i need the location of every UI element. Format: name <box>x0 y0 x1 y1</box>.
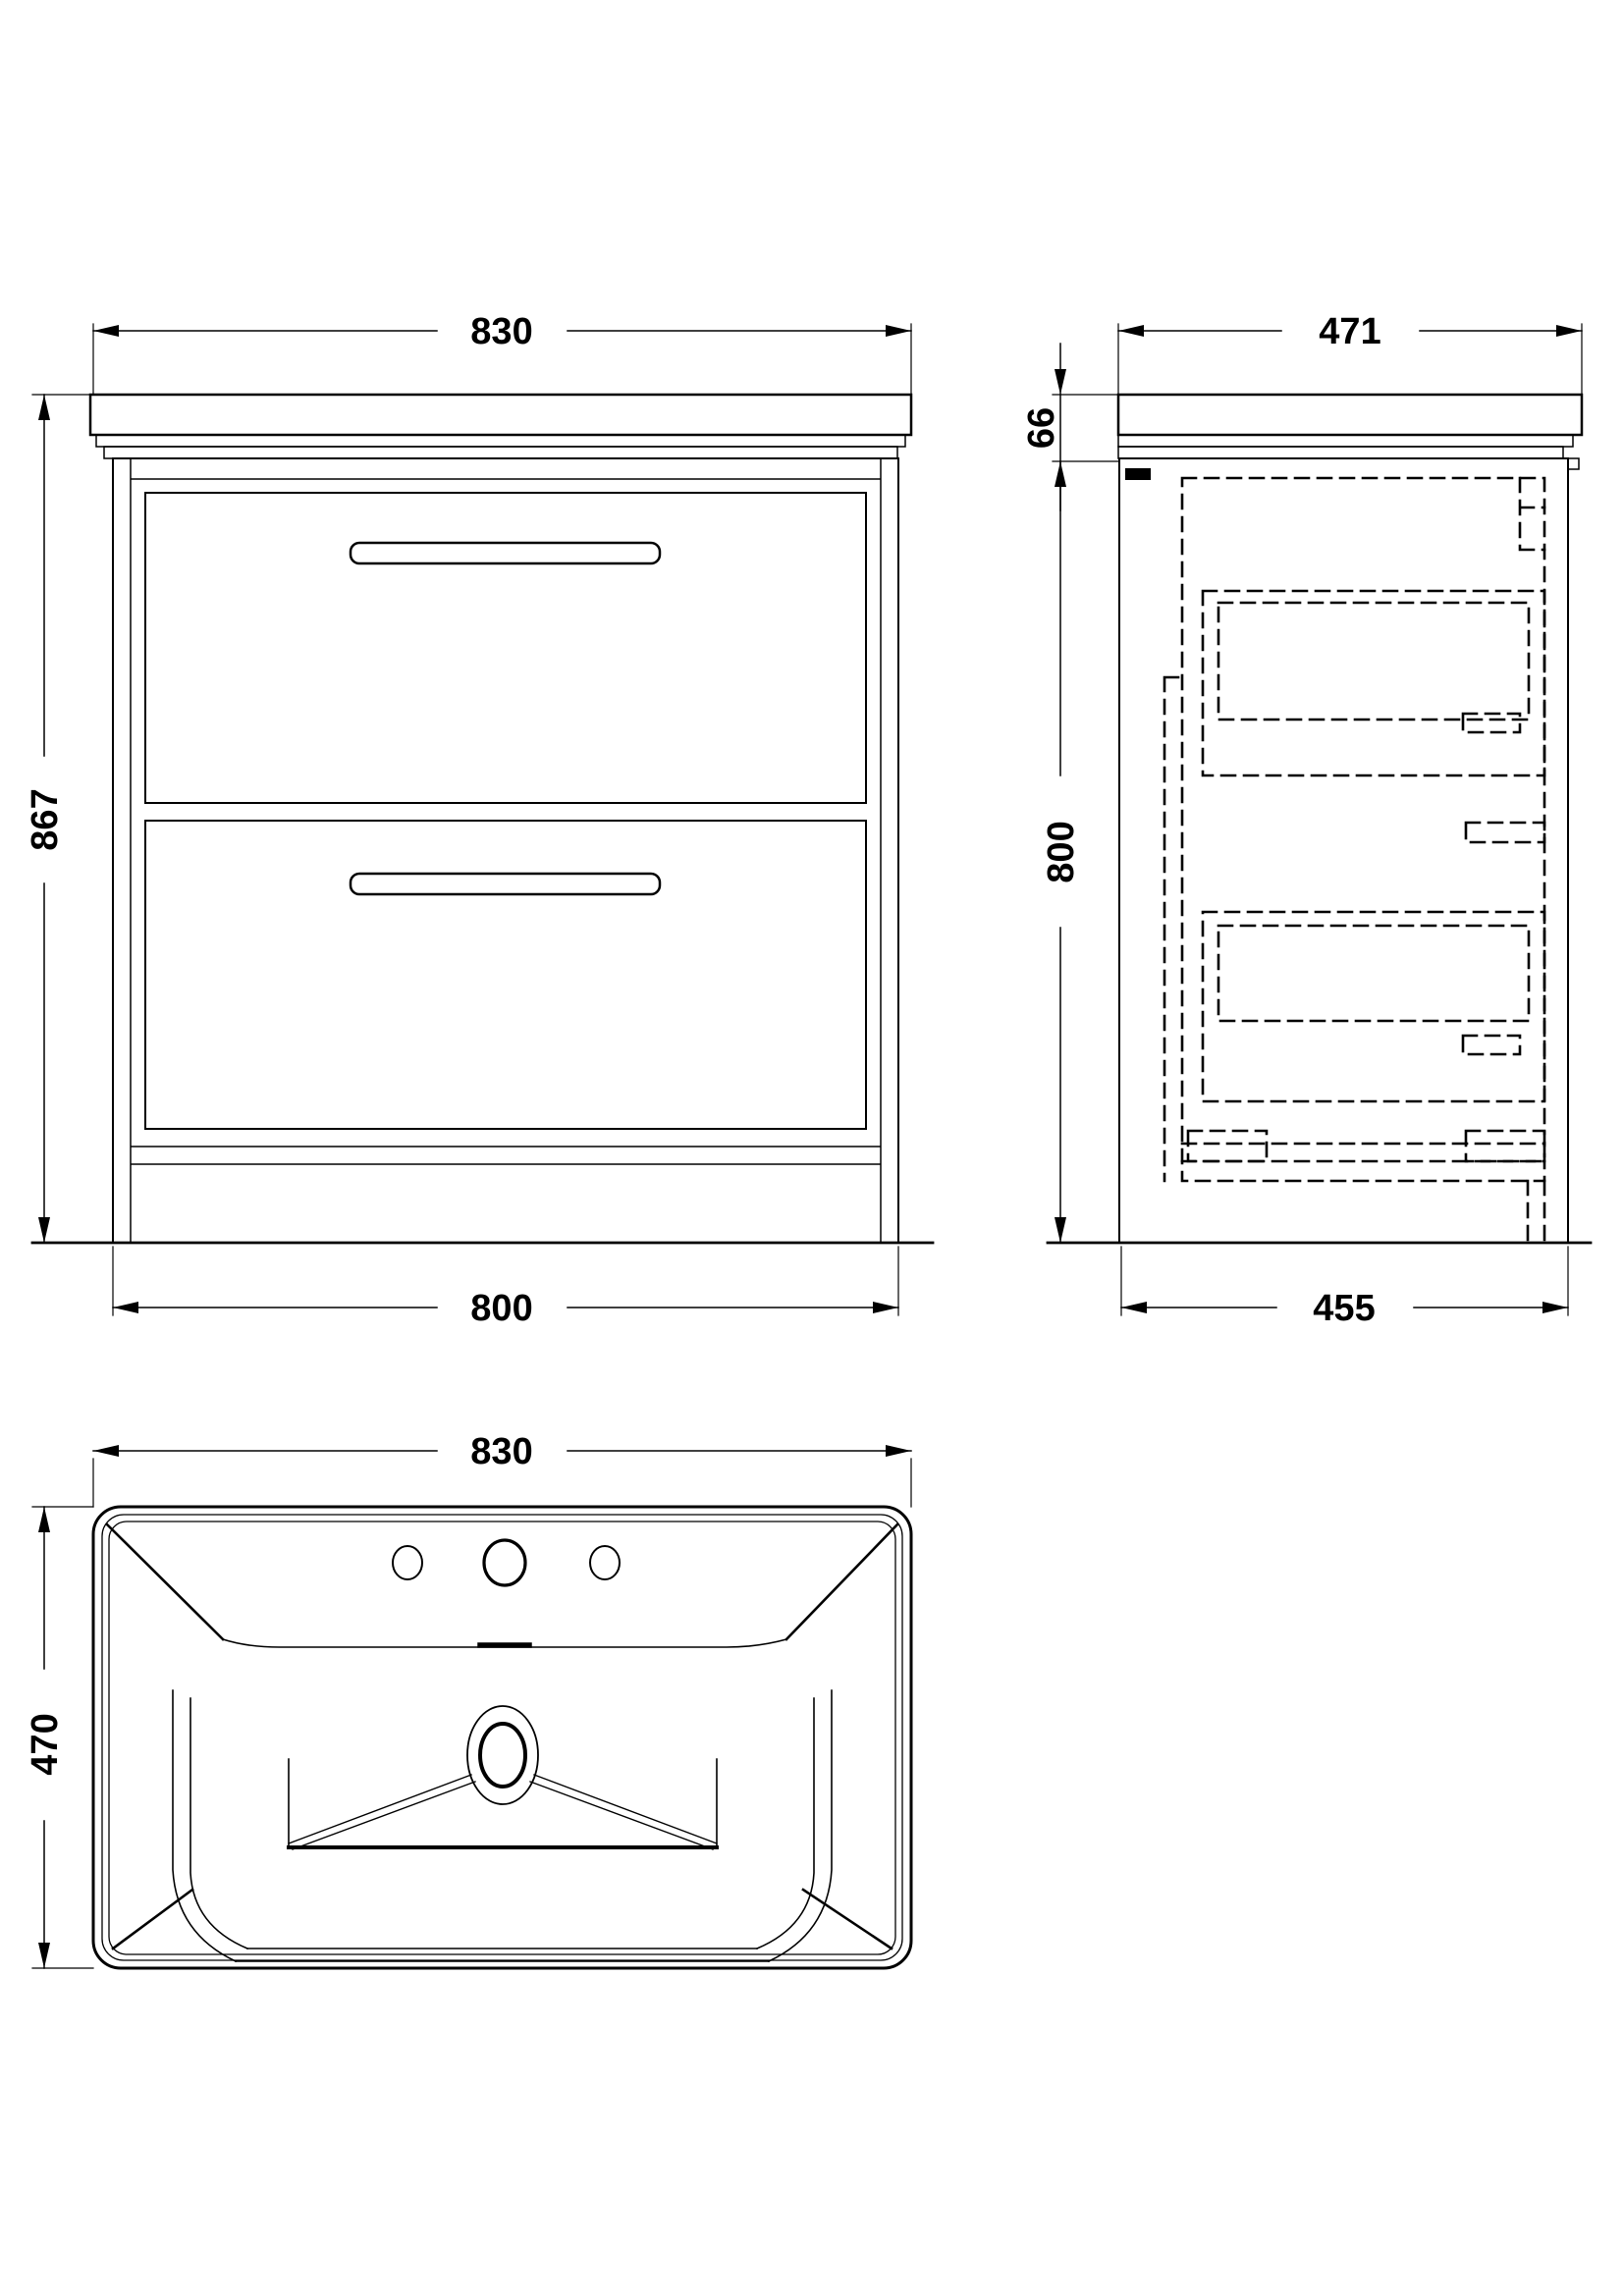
basin-tap-deck <box>393 1540 620 1645</box>
dim-side-cabinet-height <box>1041 461 1082 1243</box>
arrow-right-icon <box>886 325 911 337</box>
dim-label-front-overall-height: 867 <box>25 788 66 851</box>
hidden-runner-clip-bottom <box>1463 1036 1520 1054</box>
side-cabinet <box>1048 458 1591 1243</box>
front-cabinet-frame-lines <box>131 458 881 1243</box>
arrow-up-icon <box>38 395 50 420</box>
hidden-drawer-bottom-box <box>1203 912 1544 1101</box>
front-worktop <box>90 395 911 458</box>
hidden-bottom-rails <box>1182 1144 1544 1161</box>
dim-label-side-cabinet-depth: 455 <box>1313 1288 1376 1329</box>
hidden-runner-clip-mid <box>1466 823 1544 842</box>
arrow-down-icon <box>1055 1217 1066 1243</box>
hidden-foot-back <box>1188 1131 1267 1161</box>
dim-side-worktop-depth <box>1118 311 1582 395</box>
dim-label-side-worktop-depth: 471 <box>1319 311 1381 352</box>
arrow-down-icon <box>1055 369 1066 395</box>
side-view <box>1021 311 1591 1329</box>
arrow-right-icon <box>1542 1302 1568 1313</box>
front-drawer-top <box>145 493 866 803</box>
side-worktop-moulding-1 <box>1118 435 1573 447</box>
side-worktop-moulding-2 <box>1118 447 1563 458</box>
bowl-corner-diagonals <box>107 1524 897 1949</box>
basin-bowl <box>107 1524 897 1961</box>
front-drawer-bottom-handle <box>351 874 660 894</box>
arrow-left-icon <box>1121 1302 1147 1313</box>
drain-hole <box>480 1724 525 1787</box>
dim-basin-depth <box>25 1507 93 1968</box>
arrow-up-icon <box>38 1507 50 1532</box>
side-worktop-top-band <box>1118 395 1582 435</box>
arrow-down-icon <box>38 1943 50 1968</box>
side-hidden-structure <box>1164 478 1544 1243</box>
front-view <box>25 311 933 1329</box>
arrow-right-icon <box>873 1302 898 1313</box>
bowl-wall-right-outer <box>769 1690 832 1961</box>
arrow-left-icon <box>93 325 119 337</box>
arrow-down-icon <box>38 1217 50 1243</box>
hidden-back-panel-line <box>1164 677 1182 1181</box>
basin-outer-edge <box>93 1507 911 1968</box>
dim-label-front-worktop-width: 830 <box>470 311 533 352</box>
arrow-right-icon <box>1556 325 1582 337</box>
dim-witness-lines <box>1053 395 1119 461</box>
front-drawer-top-handle <box>351 543 660 563</box>
hidden-runner-clip-top <box>1463 714 1520 732</box>
dim-front-overall-height <box>25 395 90 1243</box>
basin-rim-line-1 <box>102 1515 902 1960</box>
hidden-foot-front <box>1466 1131 1544 1161</box>
bowl-wall-left-inner <box>190 1698 247 1949</box>
arrow-left-icon <box>113 1302 138 1313</box>
dim-label-side-worktop-thickness: 66 <box>1021 406 1062 450</box>
dim-front-worktop-width <box>93 311 911 395</box>
front-worktop-moulding-1 <box>96 435 905 447</box>
front-worktop-top-band <box>90 395 911 435</box>
side-wall-fixing-clip <box>1125 468 1151 480</box>
side-worktop <box>1118 395 1582 458</box>
hidden-front-leg <box>1528 1181 1544 1243</box>
arrow-right-icon <box>886 1445 911 1457</box>
dim-label-basin-depth: 470 <box>25 1713 66 1776</box>
hidden-drawer-top-inner <box>1218 603 1529 720</box>
bowl-base-side-edges <box>289 1759 717 1847</box>
hidden-drawer-top-box <box>1203 591 1544 775</box>
front-cabinet-outline <box>113 458 898 1243</box>
dim-basin-width <box>93 1431 911 1507</box>
bowl-wall-left-outer <box>173 1690 236 1961</box>
drain-outer-ring <box>467 1706 538 1804</box>
bowl-wall-right-inner <box>757 1698 814 1949</box>
dim-label-side-cabinet-height: 800 <box>1041 821 1082 883</box>
front-cabinet <box>32 458 933 1243</box>
hidden-carcass-outline <box>1182 478 1544 1181</box>
side-cabinet-outline <box>1119 458 1568 1243</box>
tap-hole-right <box>590 1546 620 1579</box>
hidden-top-front-notch <box>1520 478 1544 550</box>
arrow-left-icon <box>93 1445 119 1457</box>
dim-front-cabinet-width <box>113 1247 898 1329</box>
front-worktop-moulding-2 <box>104 447 897 458</box>
front-drawer-bottom <box>145 821 866 1129</box>
dim-side-worktop-thickness <box>1021 344 1119 510</box>
tap-hole-left <box>393 1546 422 1579</box>
dim-label-front-cabinet-width: 800 <box>470 1288 533 1329</box>
tap-hole-center <box>484 1540 525 1585</box>
dim-label-basin-width: 830 <box>470 1431 533 1472</box>
arrow-left-icon <box>1118 325 1144 337</box>
side-cabinet-front-step <box>1568 458 1579 469</box>
dim-side-cabinet-depth <box>1121 1247 1568 1329</box>
hidden-drawer-bottom-inner <box>1218 926 1529 1021</box>
basin-view <box>25 1431 911 1968</box>
basin-rim <box>93 1507 911 1968</box>
